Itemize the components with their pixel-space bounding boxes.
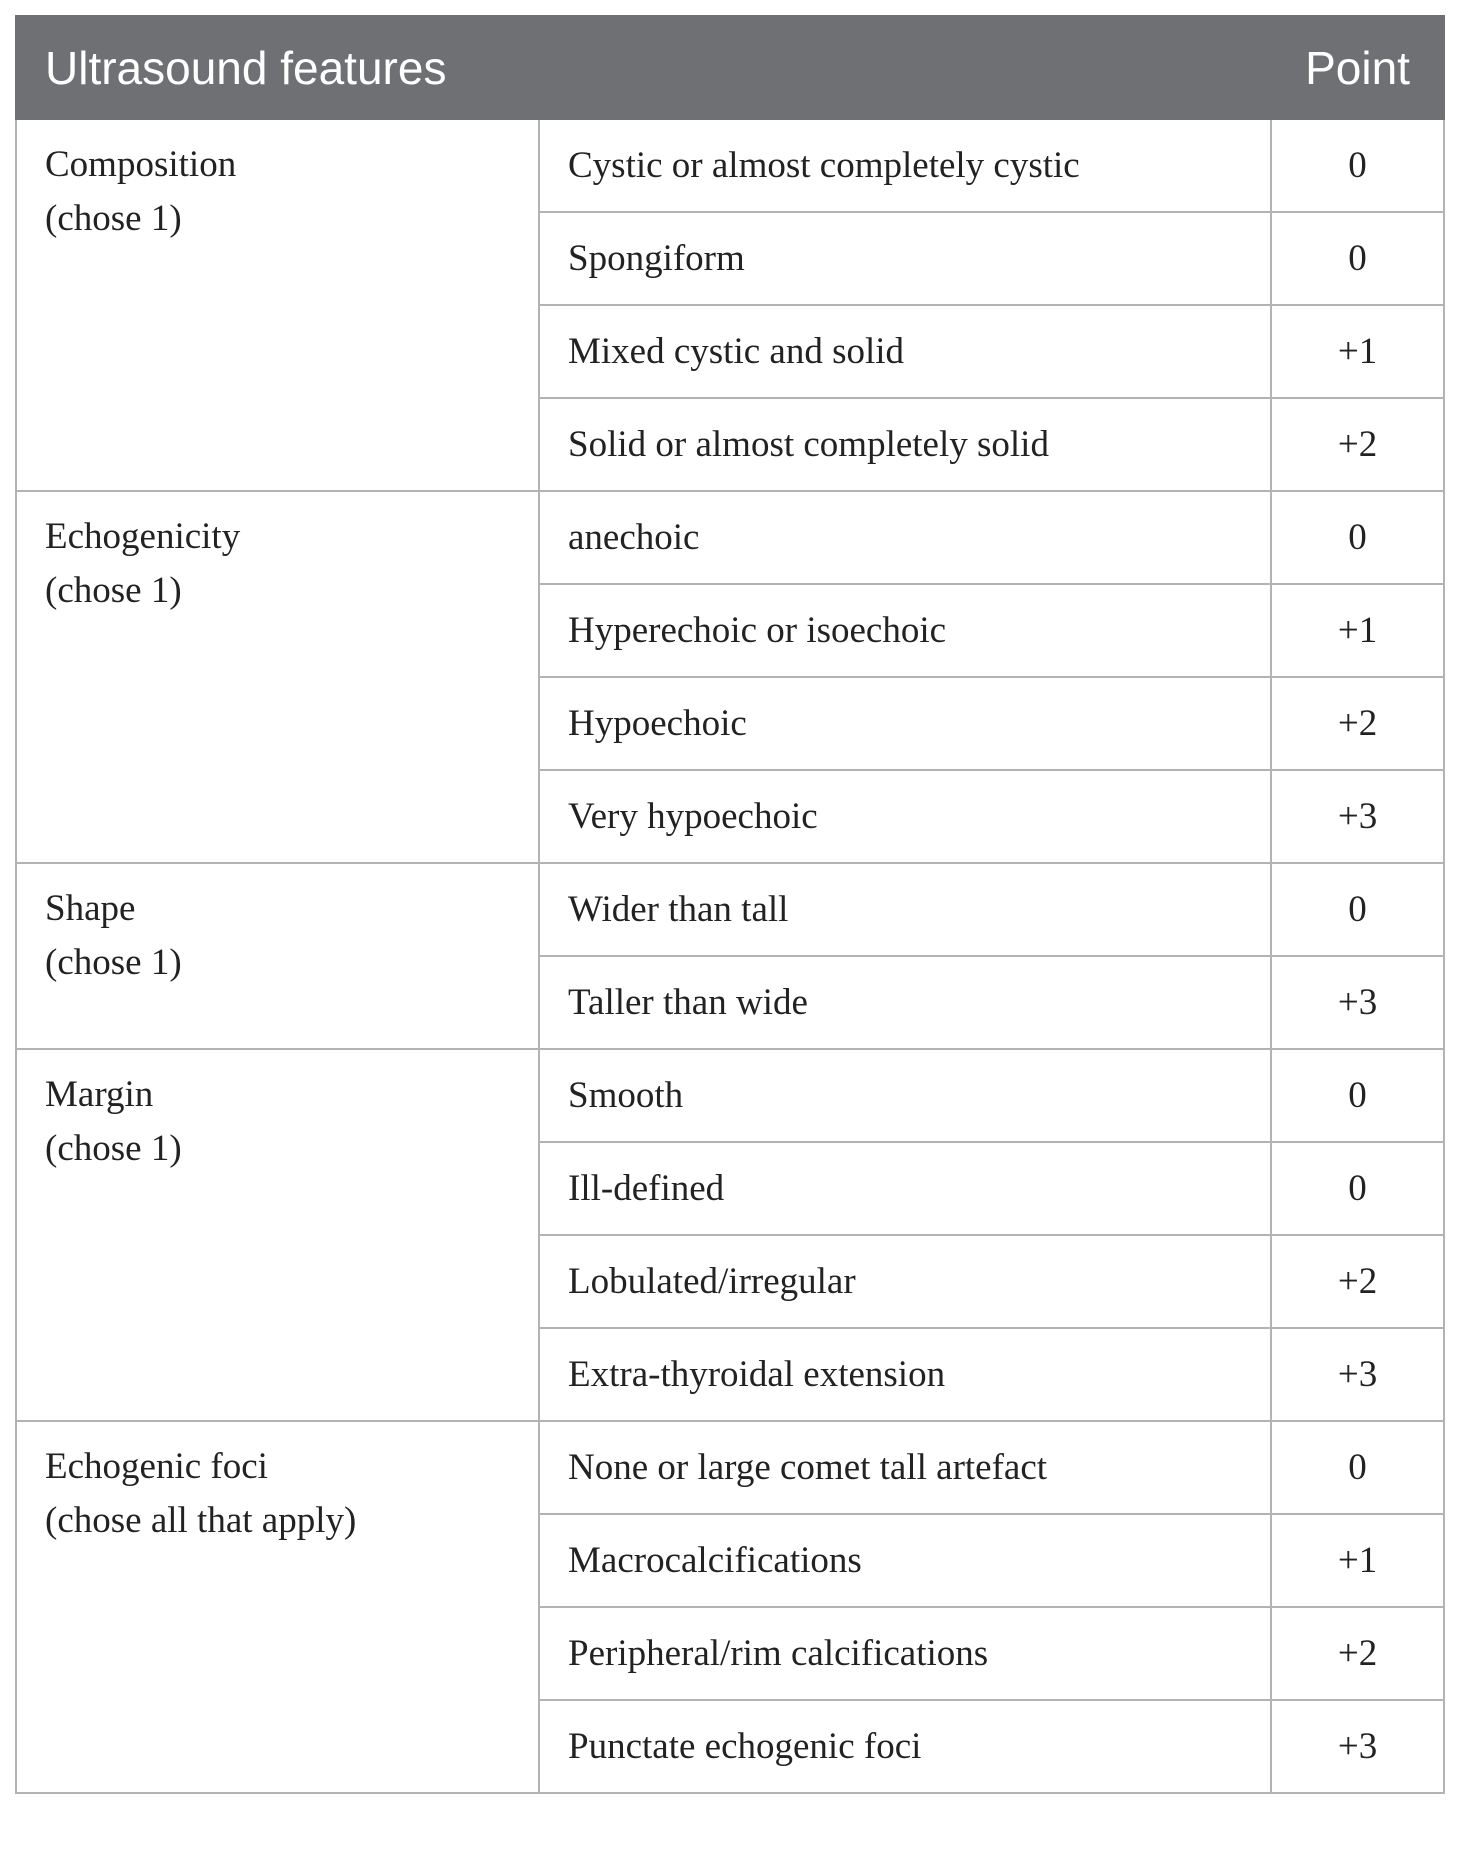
- feature-cell: anechoic: [539, 491, 1271, 584]
- point-cell: 0: [1271, 1049, 1444, 1142]
- category-cell-echogenicity: [16, 491, 539, 863]
- point-cell: 0: [1271, 491, 1444, 584]
- point-cell: +3: [1271, 770, 1444, 863]
- feature-cell: Cystic or almost completely cystic: [539, 119, 1271, 212]
- point-cell: +3: [1271, 1700, 1444, 1793]
- category-instruction: (chose 1): [45, 1128, 182, 1169]
- ultrasound-features-table: [15, 15, 1445, 1794]
- category-cell-composition: [16, 119, 539, 491]
- feature-cell: Hyperechoic or isoechoic: [539, 584, 1271, 677]
- category-cell-echogenic-foci: [16, 1421, 539, 1793]
- feature-cell: Macrocalcifications: [539, 1514, 1271, 1607]
- category-instruction: (chose all that apply): [45, 1500, 357, 1541]
- feature-cell: None or large comet tall artefact: [539, 1421, 1271, 1514]
- feature-cell: Very hypoechoic: [539, 770, 1271, 863]
- point-cell: +2: [1271, 1607, 1444, 1700]
- header-point: Point: [1271, 16, 1444, 119]
- table-row: [16, 1049, 1444, 1142]
- category-instruction: (chose 1): [45, 570, 182, 611]
- feature-cell: Peripheral/rim calcifications: [539, 1607, 1271, 1700]
- category-instruction: (chose 1): [45, 198, 182, 239]
- category-cell-margin: [16, 1049, 539, 1421]
- point-cell: +2: [1271, 1235, 1444, 1328]
- point-cell: +3: [1271, 956, 1444, 1049]
- header-ultrasound-features: Ultrasound features: [16, 16, 1271, 119]
- category-name: Echogenicity: [45, 516, 241, 557]
- table-row: [16, 863, 1444, 956]
- table-header-row: [16, 16, 1444, 119]
- point-cell: 0: [1271, 212, 1444, 305]
- category-name: Shape: [45, 888, 136, 929]
- point-cell: 0: [1271, 1421, 1444, 1514]
- category-name: Margin: [45, 1074, 154, 1115]
- point-cell: +1: [1271, 305, 1444, 398]
- feature-cell: Spongiform: [539, 212, 1271, 305]
- feature-cell: Extra-thyroidal extension: [539, 1328, 1271, 1421]
- category-instruction: (chose 1): [45, 942, 182, 983]
- feature-cell: Smooth: [539, 1049, 1271, 1142]
- point-cell: 0: [1271, 119, 1444, 212]
- point-cell: +3: [1271, 1328, 1444, 1421]
- point-cell: 0: [1271, 1142, 1444, 1235]
- table-row: [16, 1421, 1444, 1514]
- table-row: [16, 491, 1444, 584]
- category-name: Composition: [45, 144, 237, 185]
- category-name: Echogenic foci: [45, 1446, 268, 1487]
- feature-cell: Lobulated/irregular: [539, 1235, 1271, 1328]
- feature-cell: Taller than wide: [539, 956, 1271, 1049]
- feature-cell: Mixed cystic and solid: [539, 305, 1271, 398]
- category-cell-shape: [16, 863, 539, 1049]
- feature-cell: Ill-defined: [539, 1142, 1271, 1235]
- feature-cell: Solid or almost completely solid: [539, 398, 1271, 491]
- feature-cell: Punctate echogenic foci: [539, 1700, 1271, 1793]
- point-cell: +1: [1271, 584, 1444, 677]
- point-cell: +2: [1271, 677, 1444, 770]
- point-cell: 0: [1271, 863, 1444, 956]
- table-row: [16, 119, 1444, 212]
- point-cell: +2: [1271, 398, 1444, 491]
- feature-cell: Wider than tall: [539, 863, 1271, 956]
- feature-cell: Hypoechoic: [539, 677, 1271, 770]
- point-cell: +1: [1271, 1514, 1444, 1607]
